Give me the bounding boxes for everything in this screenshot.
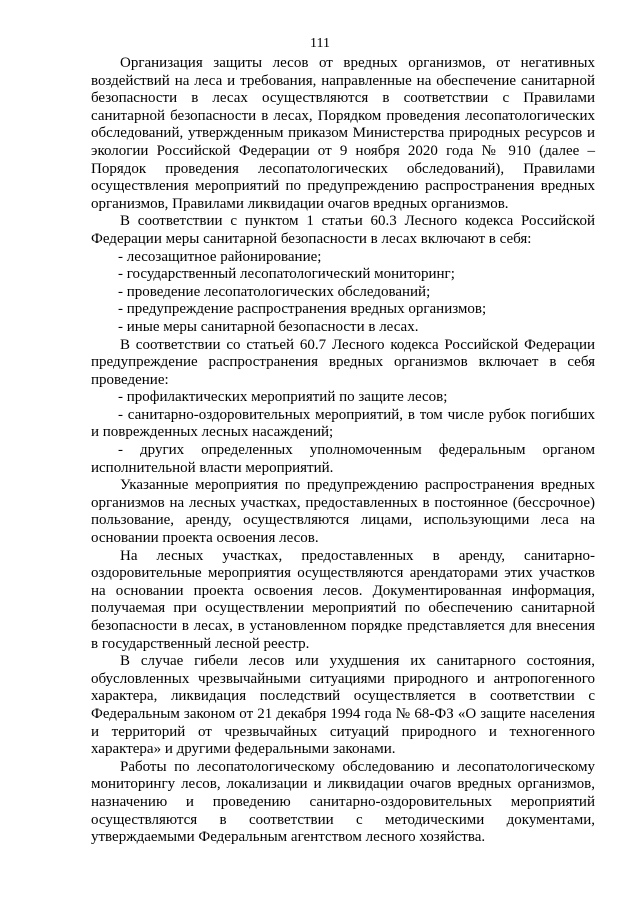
list-item: - иные меры санитарной безопасности в лесах. xyxy=(118,318,419,335)
paragraph-measures-on-plots: Указанные мероприятия по предупреждению распространения вредных организмов на лесных участках, предоставленных в постоянное (бессрочное) пользование, аренду, осуществляются лицами, использующими леса на основании проекта освоения лесов. xyxy=(91,477,595,547)
document-body xyxy=(91,55,595,847)
page-number: 111 xyxy=(310,36,330,51)
paragraph-protection-organization: Организация защиты лесов от вредных организмов, от негативных воздействий на леса и требования, направленные на обеспечение санитарной безопасности в лесах осуществляются в соответствии с Правилами санитарной безопасности в лесах, Порядком проведения лесопатологических обследований, утвержденным приказом Министерства природных ресурсов и экологии Российской Федерации от 9 ноября 2020 года № 910 (далее – Порядок проведения лесопатологических обследований), Правилами осуществления мероприятий по предупреждению распространения вредных организмов, Правилами ликвидации очагов вредных организмов. xyxy=(91,55,595,212)
list-item: - профилактических мероприятий по защите лесов; xyxy=(118,389,448,406)
paragraph-emergency-cases: В случае гибели лесов или ухудшения их санитарного состояния, обусловленных чрезвычайными ситуациями природного и антропогенного характера, ликвидация последствий осуществляется в соответствии с Федеральным законом от 21 декабря 1994 года № 68-ФЗ «О защите населения и территорий от чрезвычайных ситуаций природного и техногенного характера» и другими федеральными законами. xyxy=(91,653,595,758)
list-item: - государственный лесопатологический мониторинг; xyxy=(118,266,455,283)
list-item: - санитарно-оздоровительных мероприятий, в том числе рубок погибших и поврежденных лесных насаждений; xyxy=(91,406,595,441)
paragraph-methodological-documents: Работы по лесопатологическому обследованию и лесопатологическому мониторингу лесов, локализации и ликвидации очагов вредных организмов, назначению и проведению санитарно-оздоровительных мероприятий осуществляются в соответствии с методическими документами, утверждаемыми Федеральным агентством лесного хозяйства. xyxy=(91,758,595,846)
paragraph-sanitary-measures-intro: В соответствии с пунктом 1 статьи 60.3 Лесного кодекса Российской Федерации меры санитарной безопасности в лесах включают в себя: xyxy=(91,213,595,247)
paragraph-prevention-intro: В соответствии со статьей 60.7 Лесного кодекса Российской Федерации предупреждение распространения вредных организмов включает в себя проведение: xyxy=(91,336,595,388)
list-item: - лесозащитное районирование; xyxy=(118,248,322,265)
list-item: - других определенных уполномоченным федеральным органом исполнительной власти мероприятий. xyxy=(91,442,595,476)
list-item: - предупреждение распространения вредных организмов; xyxy=(118,301,487,318)
list-item: - проведение лесопатологических обследований; xyxy=(118,283,431,300)
paragraph-leased-plots: На лесных участках, предоставленных в аренду, санитарно-оздоровительные мероприятия осуществляются арендаторами этих участков на основании проекта освоения лесов. Документированная информация, получаемая при осуществлении мероприятий по обеспечению санитарной безопасности в лесах, в установленном порядке представляется для внесения в государственный лесной реестр. xyxy=(91,547,595,652)
